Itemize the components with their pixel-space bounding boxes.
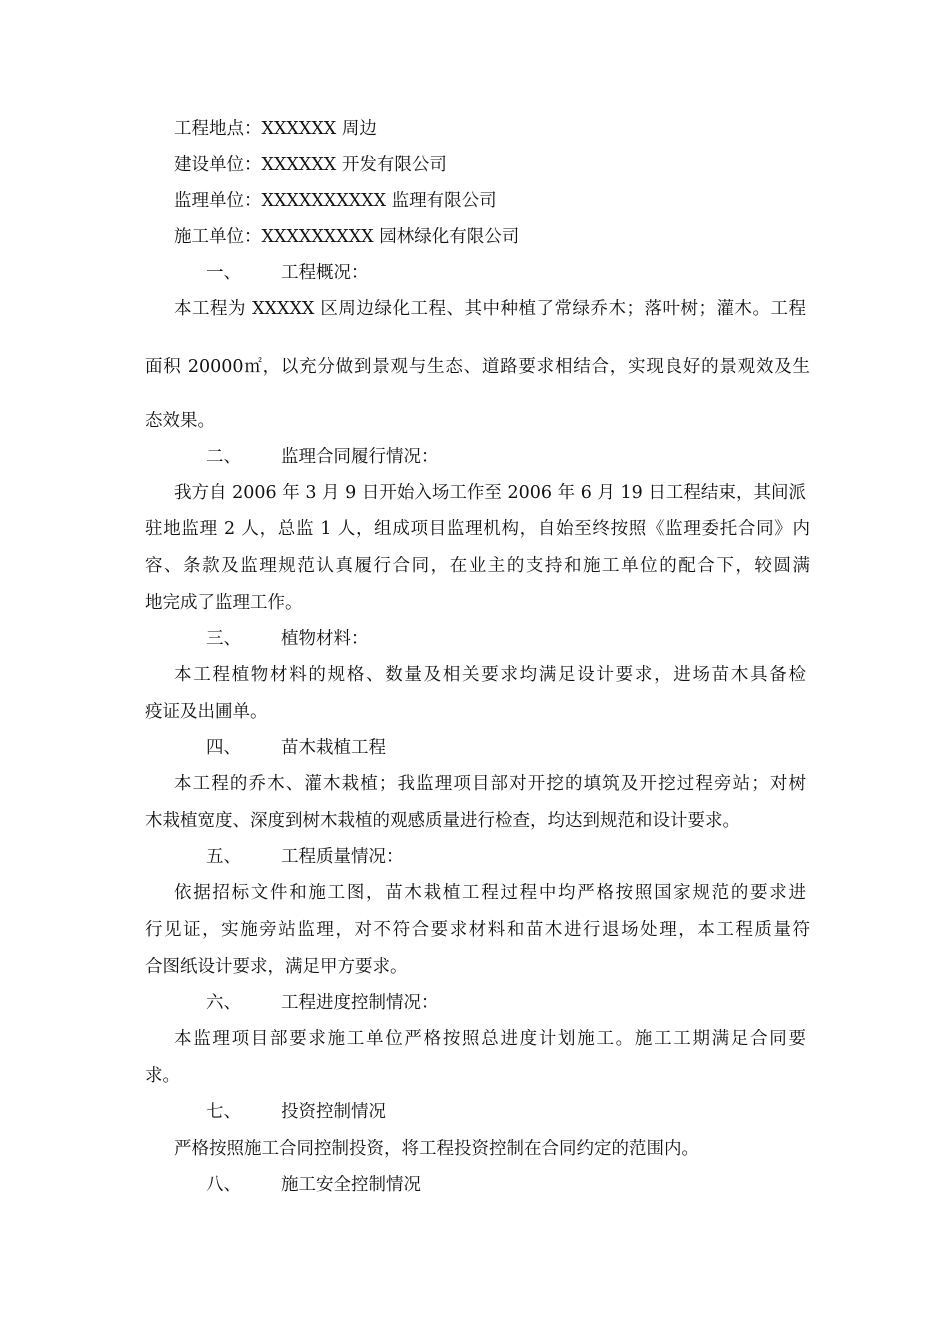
paragraph-line: 合图纸设计要求，满足甲方要求。 bbox=[145, 957, 408, 977]
paragraph-line: 依据招标文件和施工图，苗木栽植工程过程中均严格按照国家规范的要求进 bbox=[174, 883, 806, 903]
paragraph-line: 面积 20000㎡，以充分做到景观与生态、道路要求相结合，实现良好的景观效及生 bbox=[145, 357, 810, 377]
section-title: 工程进度控制情况： bbox=[281, 993, 439, 1013]
paragraph-line: 态效果。 bbox=[145, 411, 215, 431]
info-supervisor: 监理单位：XXXXXXXXXX 监理有限公司 bbox=[174, 191, 497, 211]
info-location: 工程地点：XXXXXX 周边 bbox=[174, 119, 377, 139]
paragraph-line: 疫证及出圃单。 bbox=[145, 702, 268, 722]
paragraph-line: 本工程为 XXXXX 区周边绿化工程、其中种植了常绿乔木；落叶树；灌木。工程 bbox=[174, 299, 806, 319]
section-number: 八、 bbox=[206, 1175, 241, 1195]
paragraph-line: 我方自 2006 年 3 月 9 日开始入场工作至 2006 年 6 月 19 日工程结束，其间派 bbox=[174, 483, 806, 503]
info-contractor: 施工单位：XXXXXXXXX 园林绿化有限公司 bbox=[174, 227, 520, 247]
section-title: 工程质量情况： bbox=[281, 847, 404, 867]
section-title: 监理合同履行情况： bbox=[281, 447, 439, 467]
section-number: 三、 bbox=[206, 629, 241, 649]
section-number: 五、 bbox=[206, 847, 241, 867]
section-number: 四、 bbox=[206, 738, 241, 758]
paragraph-line: 本监理项目部要求施工单位严格按照总进度计划施工。施工工期满足合同要 bbox=[174, 1029, 806, 1049]
section-number: 一、 bbox=[206, 263, 241, 283]
paragraph-line: 求。 bbox=[145, 1066, 180, 1086]
section-number: 七、 bbox=[206, 1102, 241, 1122]
section-number: 六、 bbox=[206, 993, 241, 1013]
paragraph-line: 地完成了监理工作。 bbox=[145, 593, 303, 613]
paragraph-line: 驻地监理 2 人，总监 1 人，组成项目监理机构，自始至终按照《监理委托合同》内 bbox=[145, 519, 810, 539]
paragraph-line: 本工程植物材料的规格、数量及相关要求均满足设计要求，进场苗木具备检 bbox=[174, 665, 806, 685]
paragraph-line: 本工程的乔木、灌木栽植；我监理项目部对开挖的填筑及开挖过程旁站；对树 bbox=[174, 774, 806, 794]
paragraph-line: 容、条款及监理规范认真履行合同，在业主的支持和施工单位的配合下，较圆满 bbox=[145, 556, 810, 576]
paragraph-line: 行见证，实施旁站监理，对不符合要求材料和苗木进行退场处理，本工程质量符 bbox=[145, 920, 810, 940]
paragraph-line: 木栽植宽度、深度到树木栽植的观感质量进行检查，均达到规范和设计要求。 bbox=[145, 811, 740, 831]
section-title: 投资控制情况 bbox=[281, 1102, 386, 1122]
section-title: 施工安全控制情况 bbox=[281, 1175, 421, 1195]
section-title: 工程概况： bbox=[281, 263, 369, 283]
section-number: 二、 bbox=[206, 447, 241, 467]
section-title: 植物材料： bbox=[281, 629, 369, 649]
info-builder: 建设单位：XXXXXX 开发有限公司 bbox=[174, 155, 447, 175]
section-title: 苗木栽植工程 bbox=[281, 738, 386, 758]
paragraph-line: 严格按照施工合同控制投资，将工程投资控制在合同约定的范围内。 bbox=[174, 1139, 699, 1159]
